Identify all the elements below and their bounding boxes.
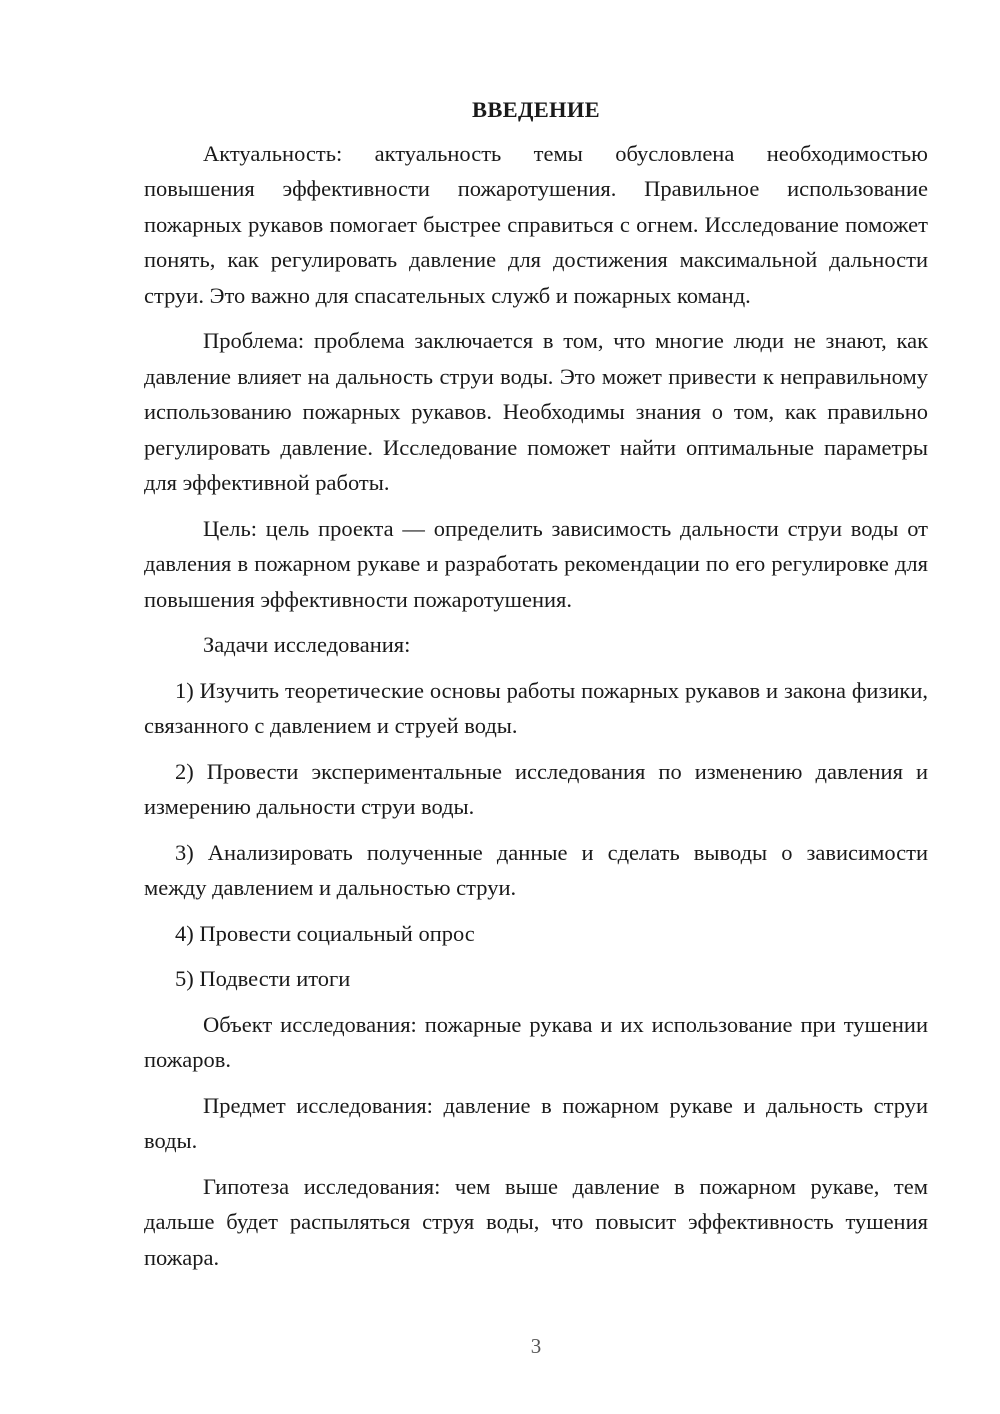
task-item: 1) Изучить теоретические основы работы пожарных рукавов и закона физики, связанного с давлением и струей воды. bbox=[144, 677, 928, 738]
task-item: 3) Анализировать полученные данные и сделать выводы о зависимости между давлением и дальностью струи. bbox=[144, 839, 928, 900]
task-item: 4) Провести социальный опрос bbox=[175, 920, 475, 946]
task-item: 5) Подвести итоги bbox=[175, 966, 351, 991]
relevance-paragraph: Актуальность: актуальность темы обусловлена необходимостью повышения эффективности пожаротушения. Правильное использование пожарных рукавов помогает быстрее справиться с огнем. Исследование поможет понять, как регулировать давление для достижения максимальной дальности струи. Это важно для спасательных служб и пожарных команд. bbox=[144, 140, 928, 308]
subject-paragraph: Предмет исследования: давление в пожарном рукаве и дальность струи воды. bbox=[144, 1092, 928, 1153]
hypothesis-paragraph: Гипотеза исследования: чем выше давление в пожарном рукаве, тем дальше будет распыляться струя воды, что повысит эффективность тушения пожара. bbox=[144, 1173, 928, 1270]
page-number: 3 bbox=[530, 1334, 542, 1358]
problem-paragraph: Проблема: проблема заключается в том, что многие люди не знают, как давление влияет на дальность струи воды. Это может привести к неправильному использованию пожарных рукавов. Необходимы знания о том, как правильно регулировать давление. Исследование поможет найти оптимальные параметры для эффективной работы. bbox=[144, 328, 928, 495]
object-paragraph: Объект исследования: пожарные рукава и их использование при тушении пожаров. bbox=[144, 1011, 928, 1072]
section-title: ВВЕДЕНИЕ bbox=[472, 97, 600, 122]
task-item: 2) Провести экспериментальные исследования по изменению давления и измерению дальности струи воды. bbox=[144, 758, 928, 819]
tasks-list bbox=[144, 673, 928, 997]
goal-paragraph: Цель: цель проекта — определить зависимость дальности струи воды от давления в пожарном рукаве и разработать рекомендации по его регулировке для повышения эффективности пожаротушения. bbox=[144, 515, 928, 612]
tasks-heading: Задачи исследования: bbox=[203, 632, 411, 657]
document-page bbox=[144, 92, 928, 1285]
